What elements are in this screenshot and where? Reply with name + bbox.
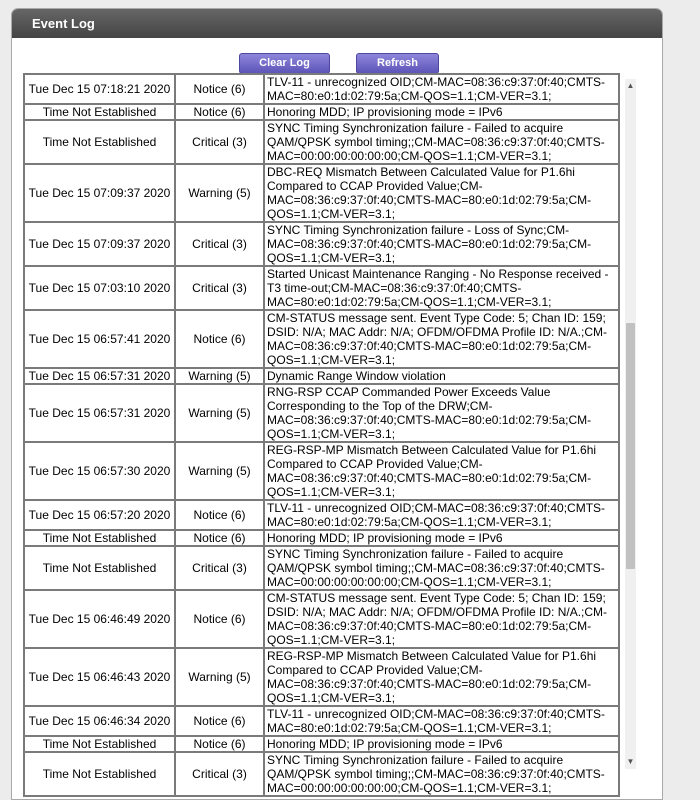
event-priority: Notice (6) xyxy=(175,530,264,546)
refresh-button[interactable]: Refresh xyxy=(356,53,439,74)
scrollbar-thumb[interactable] xyxy=(626,323,635,569)
table-row xyxy=(24,74,619,104)
event-priority: Notice (6) xyxy=(175,706,264,736)
table-row xyxy=(24,648,619,706)
event-priority: Critical (3) xyxy=(175,752,264,796)
event-description: TLV-11 - unrecognized OID;CM-MAC=08:36:c9:37:0f:40;CMTS-MAC=80:e0:1d:02:79:5a;CM-QOS=1.1;CM-VER=3.1; xyxy=(264,74,619,104)
event-priority: Critical (3) xyxy=(175,222,264,266)
event-time: Tue Dec 15 06:57:31 2020 xyxy=(24,368,175,384)
event-log-scroll-area[interactable] xyxy=(23,75,636,795)
event-description: Honoring MDD; IP provisioning mode = IPv6 xyxy=(264,530,619,546)
table-row xyxy=(24,706,619,736)
event-time: Tue Dec 15 07:09:37 2020 xyxy=(24,222,175,266)
event-description: SYNC Timing Synchronization failure - Failed to acquire QAM/QPSK symbol timing;;CM-MAC=08:36:c9:37:0f:40;CMTS-MAC=00:00:00:00:00:00;CM-QOS=1.1;CM-VER=3.1; xyxy=(264,752,619,796)
toolbar xyxy=(12,38,662,78)
clear-log-button[interactable]: Clear Log xyxy=(239,53,330,74)
table-row xyxy=(24,736,619,752)
table-row xyxy=(24,310,619,368)
scroll-down-icon[interactable]: ▼ xyxy=(626,757,635,766)
event-time: Tue Dec 15 07:09:37 2020 xyxy=(24,164,175,222)
event-time: Time Not Established xyxy=(24,752,175,796)
table-row xyxy=(24,120,619,164)
table-row xyxy=(24,164,619,222)
event-priority: Notice (6) xyxy=(175,736,264,752)
event-priority: Notice (6) xyxy=(175,74,264,104)
event-time: Tue Dec 15 07:18:21 2020 xyxy=(24,74,175,104)
event-priority: Warning (5) xyxy=(175,164,264,222)
event-time: Time Not Established xyxy=(24,546,175,590)
event-priority: Notice (6) xyxy=(175,500,264,530)
event-time: Time Not Established xyxy=(24,104,175,120)
scroll-up-icon[interactable]: ▲ xyxy=(626,81,635,90)
event-description: DBC-REQ Mismatch Between Calculated Value for P1.6hi Compared to CCAP Provided Value;CM-MAC=08:36:c9:37:0f:40;CMTS-MAC=80:e0:1d:02:79:5a;CM-QOS=1.1;CM-VER=3.1; xyxy=(264,164,619,222)
event-time: Tue Dec 15 06:57:30 2020 xyxy=(24,442,175,500)
event-description: SYNC Timing Synchronization failure - Failed to acquire QAM/QPSK symbol timing;;CM-MAC=08:36:c9:37:0f:40;CMTS-MAC=00:00:00:00:00:00;CM-QOS=1.1;CM-VER=3.1; xyxy=(264,546,619,590)
event-description: SYNC Timing Synchronization failure - Loss of Sync;CM-MAC=08:36:c9:37:0f:40;CMTS-MAC=80:e0:1d:02:79:5a;CM-QOS=1.1;CM-VER=3.1; xyxy=(264,222,619,266)
event-description: CM-STATUS message sent. Event Type Code: 5; Chan ID: 159; DSID: N/A; MAC Addr: N/A; OFDM/OFDMA Profile ID: N/A.;CM-MAC=08:36:c9:37:0f:40;CMTS-MAC=80:e0:1d:02:79:5a;CM-QOS=1.1;CM-VER=3.1; xyxy=(264,310,619,368)
event-priority: Critical (3) xyxy=(175,266,264,310)
event-time: Time Not Established xyxy=(24,736,175,752)
event-description: RNG-RSP CCAP Commanded Power Exceeds Value Corresponding to the Top of the DRW;CM-MAC=08:36:c9:37:0f:40;CMTS-MAC=80:e0:1d:02:79:5a;CM-QOS=1.1;CM-VER=3.1; xyxy=(264,384,619,442)
event-priority: Critical (3) xyxy=(175,546,264,590)
event-description: Dynamic Range Window violation xyxy=(264,368,619,384)
table-row xyxy=(24,590,619,648)
table-row xyxy=(24,500,619,530)
event-log-viewport xyxy=(23,75,620,795)
event-time: Tue Dec 15 06:46:43 2020 xyxy=(24,648,175,706)
event-priority: Warning (5) xyxy=(175,648,264,706)
table-row xyxy=(24,104,619,120)
event-priority: Warning (5) xyxy=(175,384,264,442)
event-description: Started Unicast Maintenance Ranging - No Response received - T3 time-out;CM-MAC=08:36:c9:37:0f:40;CMTS-MAC=80:e0:1d:02:79:5a;CM-QOS=1.1;CM-VER=3.1; xyxy=(264,266,619,310)
table-row xyxy=(24,384,619,442)
event-priority: Warning (5) xyxy=(175,442,264,500)
event-description: Honoring MDD; IP provisioning mode = IPv6 xyxy=(264,104,619,120)
event-time: Tue Dec 15 06:57:20 2020 xyxy=(24,500,175,530)
event-description: CM-STATUS message sent. Event Type Code: 5; Chan ID: 159; DSID: N/A; MAC Addr: N/A; OFDM/OFDMA Profile ID: N/A.;CM-MAC=08:36:c9:37:0f:40;CMTS-MAC=80:e0:1d:02:79:5a;CM-QOS=1.1;CM-VER=3.1; xyxy=(264,590,619,648)
table-row xyxy=(24,546,619,590)
event-priority: Notice (6) xyxy=(175,104,264,120)
vertical-scrollbar[interactable] xyxy=(625,79,636,769)
event-description: TLV-11 - unrecognized OID;CM-MAC=08:36:c9:37:0f:40;CMTS-MAC=80:e0:1d:02:79:5a;CM-QOS=1.1;CM-VER=3.1; xyxy=(264,706,619,736)
table-row xyxy=(24,752,619,796)
event-description: Honoring MDD; IP provisioning mode = IPv6 xyxy=(264,736,619,752)
event-description: REG-RSP-MP Mismatch Between Calculated Value for P1.6hi Compared to CCAP Provided Value;CM-MAC=08:36:c9:37:0f:40;CMTS-MAC=80:e0:1d:02:79:5a;CM-QOS=1.1;CM-VER=3.1; xyxy=(264,442,619,500)
event-description: SYNC Timing Synchronization failure - Failed to acquire QAM/QPSK symbol timing;;CM-MAC=08:36:c9:37:0f:40;CMTS-MAC=00:00:00:00:00:00;CM-QOS=1.1;CM-VER=3.1; xyxy=(264,120,619,164)
event-time: Tue Dec 15 06:57:31 2020 xyxy=(24,384,175,442)
event-time: Tue Dec 15 06:46:34 2020 xyxy=(24,706,175,736)
event-time: Time Not Established xyxy=(24,530,175,546)
event-description: REG-RSP-MP Mismatch Between Calculated Value for P1.6hi Compared to CCAP Provided Value;CM-MAC=08:36:c9:37:0f:40;CMTS-MAC=80:e0:1d:02:79:5a;CM-QOS=1.1;CM-VER=3.1; xyxy=(264,648,619,706)
table-row xyxy=(24,222,619,266)
event-priority: Critical (3) xyxy=(175,120,264,164)
event-priority: Notice (6) xyxy=(175,310,264,368)
table-row xyxy=(24,530,619,546)
panel-title: Event Log xyxy=(12,9,662,38)
table-row xyxy=(24,368,619,384)
event-time: Tue Dec 15 06:46:49 2020 xyxy=(24,590,175,648)
event-priority: Warning (5) xyxy=(175,368,264,384)
table-row xyxy=(24,442,619,500)
event-time: Tue Dec 15 07:03:10 2020 xyxy=(24,266,175,310)
event-description: TLV-11 - unrecognized OID;CM-MAC=08:36:c9:37:0f:40;CMTS-MAC=80:e0:1d:02:79:5a;CM-QOS=1.1;CM-VER=3.1; xyxy=(264,500,619,530)
event-time: Tue Dec 15 06:57:41 2020 xyxy=(24,310,175,368)
table-row xyxy=(24,266,619,310)
event-log-table xyxy=(23,73,620,797)
event-priority: Notice (6) xyxy=(175,590,264,648)
event-time: Time Not Established xyxy=(24,120,175,164)
